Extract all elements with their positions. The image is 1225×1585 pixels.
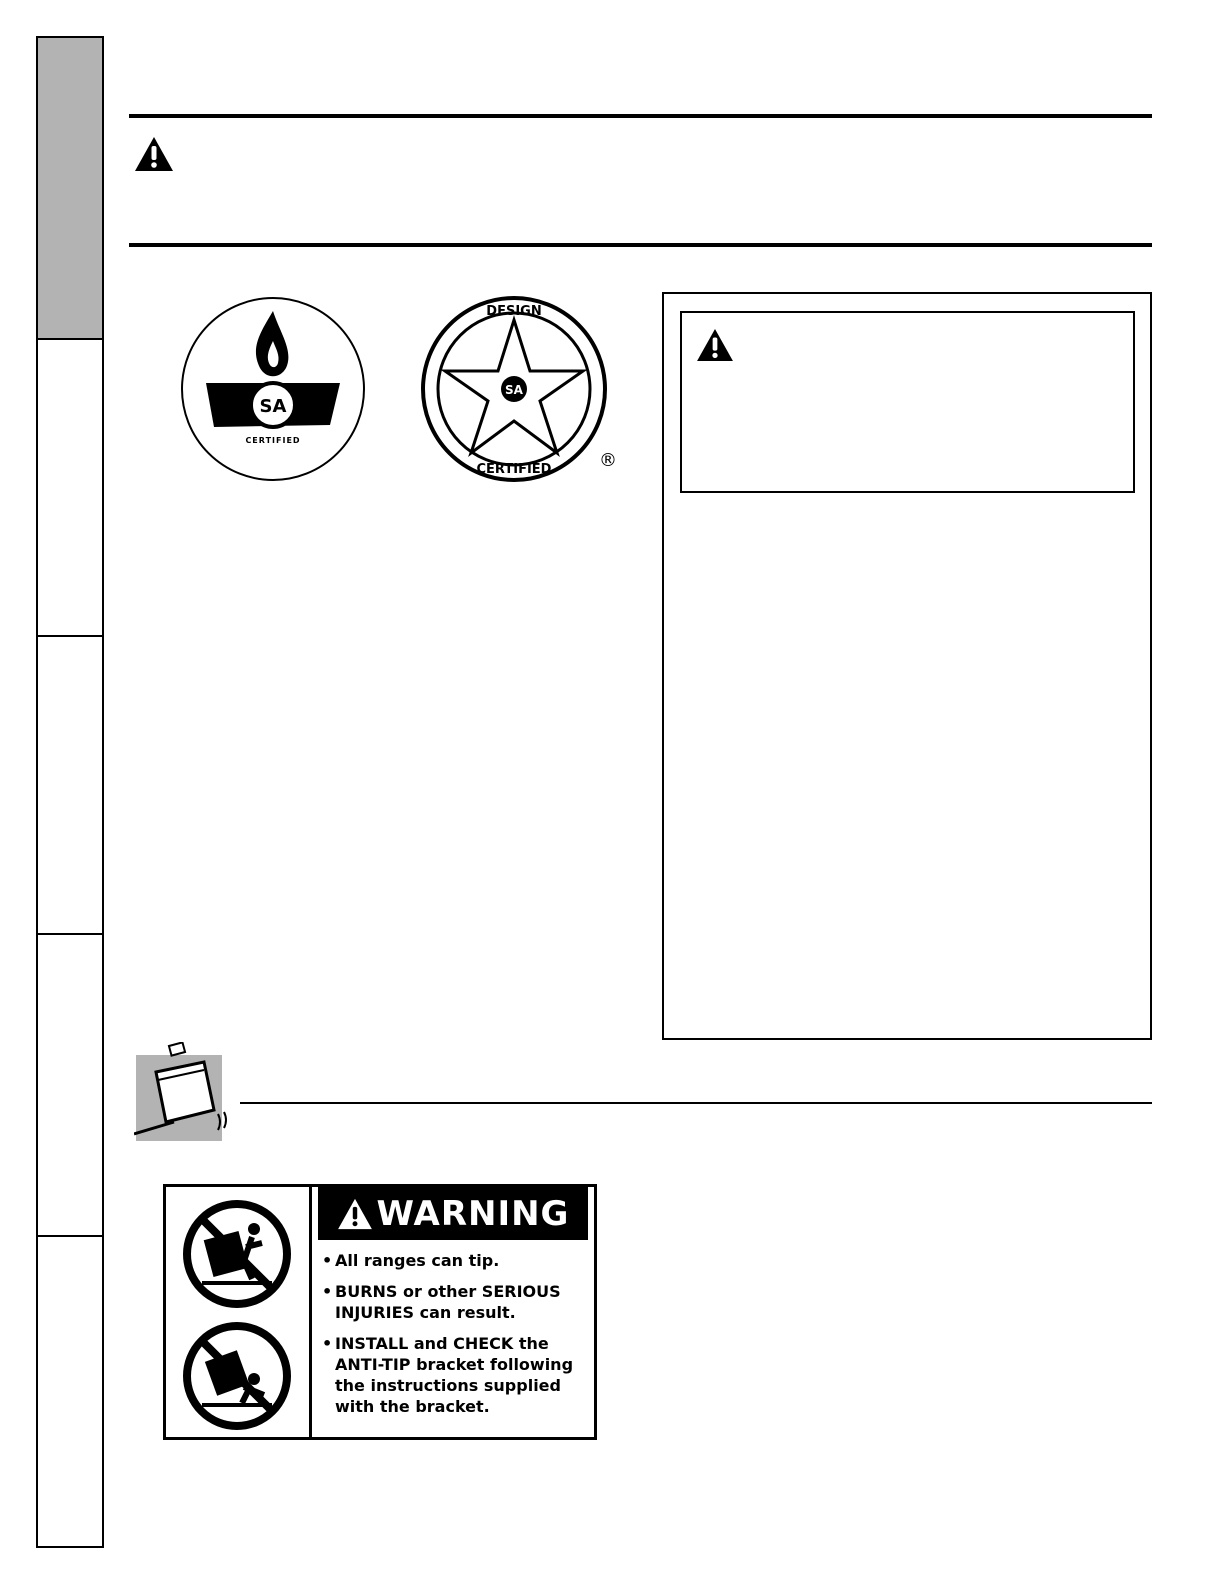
side-tab-2[interactable]: [36, 338, 104, 637]
side-tab-4[interactable]: [36, 933, 104, 1237]
box-warning-triangle-icon: [696, 328, 734, 362]
important-box-inner: [680, 311, 1135, 493]
side-tab-1[interactable]: [36, 36, 104, 340]
warning-header: [318, 1187, 588, 1240]
warning-list: [312, 1250, 594, 1427]
warning-header-text: WARNING: [376, 1193, 570, 1234]
csa-gas-certified-logo: [180, 293, 366, 485]
design-badge-bottom-text: CERTIFIED: [476, 462, 552, 477]
csa-design-certified-logo: [420, 293, 620, 485]
warning-item: • INSTALL and CHECK the ANTI-TIP bracket following the instructions supplied with the bracket.: [322, 1333, 586, 1417]
range-tip-icon: [134, 1042, 244, 1142]
warning-header-triangle-icon: [337, 1198, 373, 1230]
top-rule: [129, 114, 1152, 118]
svg-text:SA: SA: [505, 383, 523, 397]
side-tab-3[interactable]: [36, 635, 104, 935]
side-tab-strip: [36, 36, 107, 1548]
registered-mark: ®: [599, 450, 617, 471]
tip-section-rule: [240, 1102, 1152, 1104]
no-child-climb-pictogram-icon: [182, 1321, 292, 1431]
no-tip-pictogram-icon: [182, 1199, 292, 1309]
design-badge-top-text: DESIGN: [486, 304, 542, 319]
side-tab-5[interactable]: [36, 1235, 104, 1548]
svg-text:SA: SA: [259, 396, 287, 417]
warning-item: • All ranges can tip.: [322, 1250, 586, 1271]
section-rule: [129, 243, 1152, 247]
warning-item: • BURNS or other SERIOUS INJURIES can result.: [322, 1281, 586, 1323]
anti-tip-warning-label: [163, 1184, 597, 1440]
warning-triangle-icon: [134, 136, 174, 172]
warning-pictograms: [166, 1187, 312, 1437]
gas-badge-text: CERTIFIED: [245, 436, 301, 445]
